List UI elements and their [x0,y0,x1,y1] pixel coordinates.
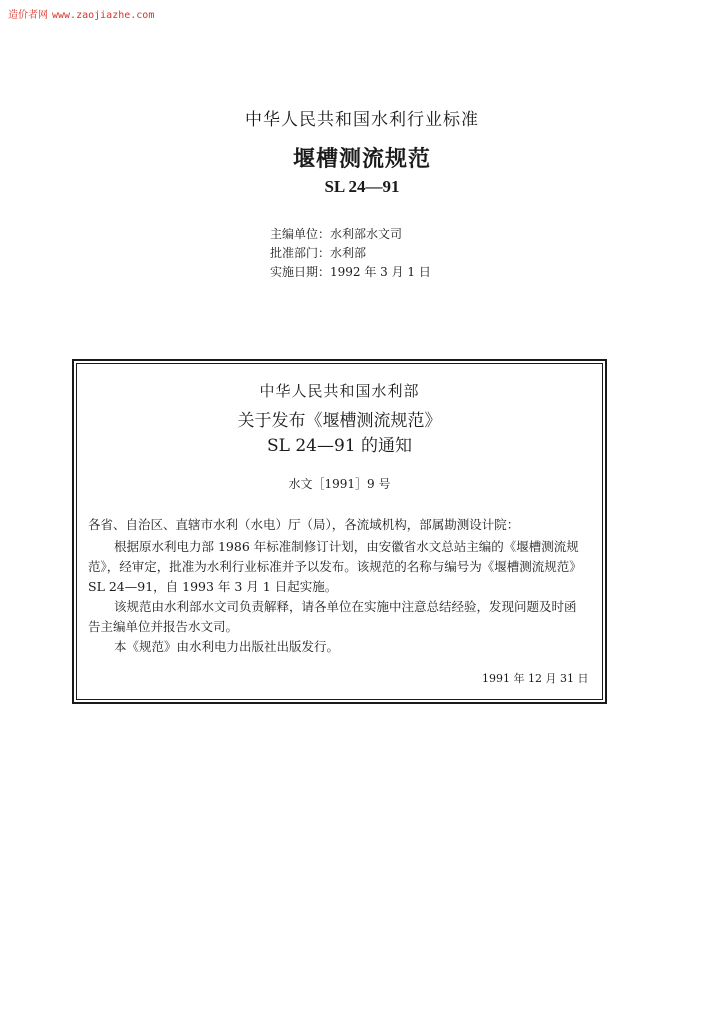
notice-recipients: 各省、自治区、直辖市水利（水电）厅（局），各流域机构，部属勘测设计院： [88,517,520,532]
notice-para2-line3: SL 24—91，自 1993 年 3 月 1 日起实施。 [88,579,338,594]
watermark [8,6,154,21]
notice-issuer: 中华人民共和国水利部 [259,382,420,400]
notice-title-line1: 关于发布《堰槽测流规范》 [237,411,442,431]
watermark-url[interactable]: www.zaojiazhe.com [52,10,155,21]
notice-doc-number: 水文［1991］9 号 [288,477,391,491]
watermark-site-name: 造价者网 [8,10,48,21]
notice-title-line2: SL 24—91 的通知 [266,436,412,456]
notice-para3-line2: 告主编单位并报告水文司。 [88,619,239,634]
document-title: 堰槽测流规范 [292,146,431,172]
document-code: SL 24—91 [324,177,400,196]
notice-para3-line1: 该规范由水利部水文司负责解释，请各单位在实施中注意总结经验，发现问题及时函 [114,599,577,614]
meta-effective-date: 实施日期：1992 年 3 月 1 日 [270,265,431,279]
notice-para2-line2: 范》，经审定，批准为水利行业标准并予以发布。该规范的名称与编号为《堰槽测流规范》 [88,559,582,574]
notice-date: 1991 年 12 月 31 日 [482,672,589,685]
meta-approval-dept: 批准部门：水利部 [270,246,367,260]
notice-para2-line1: 根据原水利电力部 1986 年标准制修订计划，由安徽省水文总站主编的《堰槽测流规 [114,539,579,554]
standard-title: 中华人民共和国水利行业标准 [245,110,479,130]
notice-box [72,359,607,704]
notice-para4: 本《规范》由水利电力出版社出版发行。 [114,639,340,654]
meta-editor-unit: 主编单位：水利部水文司 [270,227,403,241]
